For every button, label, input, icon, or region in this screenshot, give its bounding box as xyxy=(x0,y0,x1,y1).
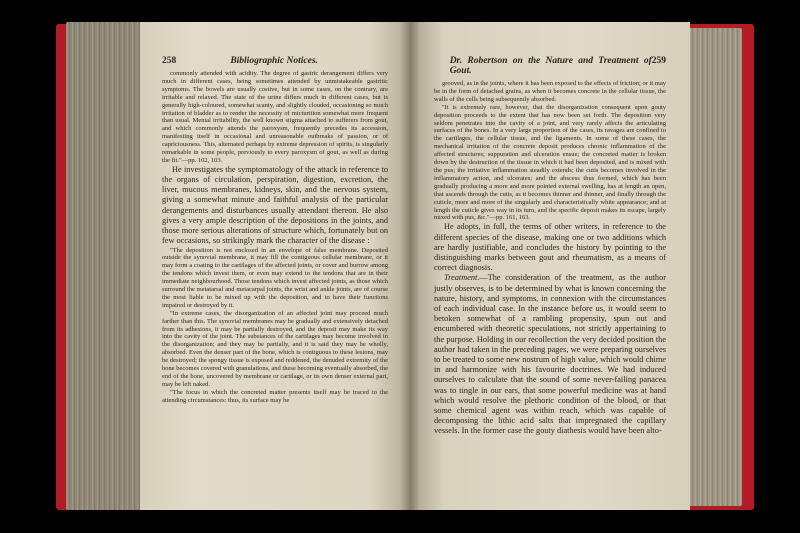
left-page-number: 258 xyxy=(162,56,177,66)
right-page xyxy=(410,22,690,510)
right-para-3: He adopts, in full, the terms of other writers, in reference to the different species of the disease, making one or two additions which are hardly justifiable, and concludes the history by pointing to the distinguishing marks between gout and rheumatism, as a means of correct diagnosis. xyxy=(434,222,666,273)
page-edges-left xyxy=(66,22,146,510)
right-running-title: Dr. Robertson on the Nature and Treatment of Gout. xyxy=(449,56,652,76)
left-para-2: He investigates the symptomatology of the attack in reference to the organs of circulation, perspiration, digestion, excretion, the liver, mucous membranes, kidneys, skin, and the nervous system, giving a somewhat minute and faithful analysis of the particular derangements and disturbances usually attendant thereon. He also gives a very ample description of the depositions in the joints, and those more serious alterations of structure which, fortunately but on few occasions, so strikingly mark the character of the disease : xyxy=(162,164,388,246)
right-page-text xyxy=(434,56,666,437)
treatment-text: —The consideration of the treatment, as the author justly observes, is to be determined by what is known concerning the nature, history, and symptoms, in connexion with the circumstances of each individual case. In the instance before us, it would seem to betoken somewhat of a rambling propensity, spun out and encumbered with theoretic speculations, not strictly appertaining to the purpose. Holding in our recollection the very decided position the author had taken in the preceding pages, we were preparing ourselves to be treated to some new nostrum of high value, which would chime in and harmonize with his favourite doctrines. We had induced ourselves to calculate that the sound of some never-failing panacea was to tingle in our ears, that some powerful medicine was at hand which would resolve the plethoric condition of the blood, or that some chemical agent was within reach, which was capable of decomposing the lithic acid salts that impregnated the capillary vessels. In the former case the gouty diathesis would have been alto- xyxy=(434,273,666,436)
left-para-3: "The deposition is not enclosed in an envelope of false membrane. Deposited outside the synovial membrane, it may fill the contiguous cellular membrane, or it may form a coating to the cartilages of the affected joints, or cover and burrow among the tendons which invest them, or even may extend to the tendons that are in their immediate neighbourhood. Those tendons which invest affected joints, as those which surround the metatarsal and metacarpal joints, the wrist and ankle joints, are of course the most liable to be mixed up with the deposition, and to have their functions impaired or destroyed by it. xyxy=(162,246,388,309)
left-page-header xyxy=(162,56,388,66)
left-para-4: "In extreme cases, the disorganization of an affected joint may proceed much farther than this. The synovial membranes may be gradually and extensively detached from its adhesions, it may be partially destroyed, and the deposit may make its way into the cavity of the joint. The substances of the cartilages may become involved in the disorganization; and they may be partially, and it is said they may be wholly, absorbed. Even the denser part of the bone, which is contiguous to these lesions, may be destroyed; the spongy tissue is exposed and reddened, the denuded extremity of the bone becomes covered with granulations, and these becoming eventually absorbed, the end of the bone, uncovered by membrane or cartilage, or its own denser external part, may be left naked. xyxy=(162,309,388,388)
page-edges-right xyxy=(684,28,742,506)
left-running-title: Bibliographic Notices. xyxy=(230,56,318,66)
left-page-text xyxy=(162,56,388,405)
left-page xyxy=(140,22,410,510)
treatment-heading: Treatment. xyxy=(444,273,480,283)
right-para-1: grooved, as in the joints, where it has been exposed to the effects of friction; or it may be in the form of detached grains, as when it becomes concrete in the cellular tissue, the walls of the cells being subsequently absorbed. xyxy=(434,80,666,103)
left-para-1: commonly attended with acidity. The degree of gastric derangement differs very much in different cases, being sometimes attended by unmistakeable gastritic symptoms. The bowels are usually costive, but in some cases, on the contrary, are irritable and relaxed. The state of the urine differs much in different cases, but is generally high-coloured, somewhat scanty, and slightly clouded, occasioning so much irritation of bladder as to render the necessity of micturition somewhat more frequent than usual. Mental irritability, the well known stigma attached to sufferers from gout, and which commonly attends the paroxysm, frequently precedes its accession, manifesting itself in occasional and unreasonable outbreaks of passion, or of capriciousness. This, alternated perhaps by extreme depression of spirits, is singularly remarkable in some people, previously to every paroxysm of gout, as well as during the fit."—pp. 102, 103. xyxy=(162,70,388,164)
right-para-2: "It is extremely rare, however, that the disorganization consequent upon gouty deposition proceeds to the extent that has now been set forth. The deposition very seldom penetrates into the cavity of a joint, and very rarely affects the articulating surfaces of the bones. In a very large proportion of the cases, its ravages are confined to the cartilages, the cellular tissue, and the ligaments. In some of these cases, the mechanical irritation of the concrete deposit produces chronic inflammation of the affected structures; suppuration and ulceration ensue; the concreted matter is broken down by the destruction of the tissue in which it had been deposited, and is mixed with the pus; the irritative inflammation steadily extends; the cutis becomes involved in the inflammatory action, and ulcerates; and the abscess thus formed, which has been gradually producing a more and more pointed external swelling, has at length an open, that ascends through the cutis, as it becomes thinner and thinner, and finally through the cuticle, more and more of the singularly and characteristically white appearance; and at length the cuticle gives way in its turn, and the specific deposit makes its escape, largely mixed with pus, &c."—pp. 161, 163. xyxy=(434,103,666,222)
right-page-header xyxy=(434,56,666,76)
right-para-4 xyxy=(434,273,666,436)
left-para-5: "The focus in which the concreted matter presents itself may be traced to the attending circumstances: thus, its surface may be xyxy=(162,388,388,404)
right-page-number: 259 xyxy=(651,56,666,66)
